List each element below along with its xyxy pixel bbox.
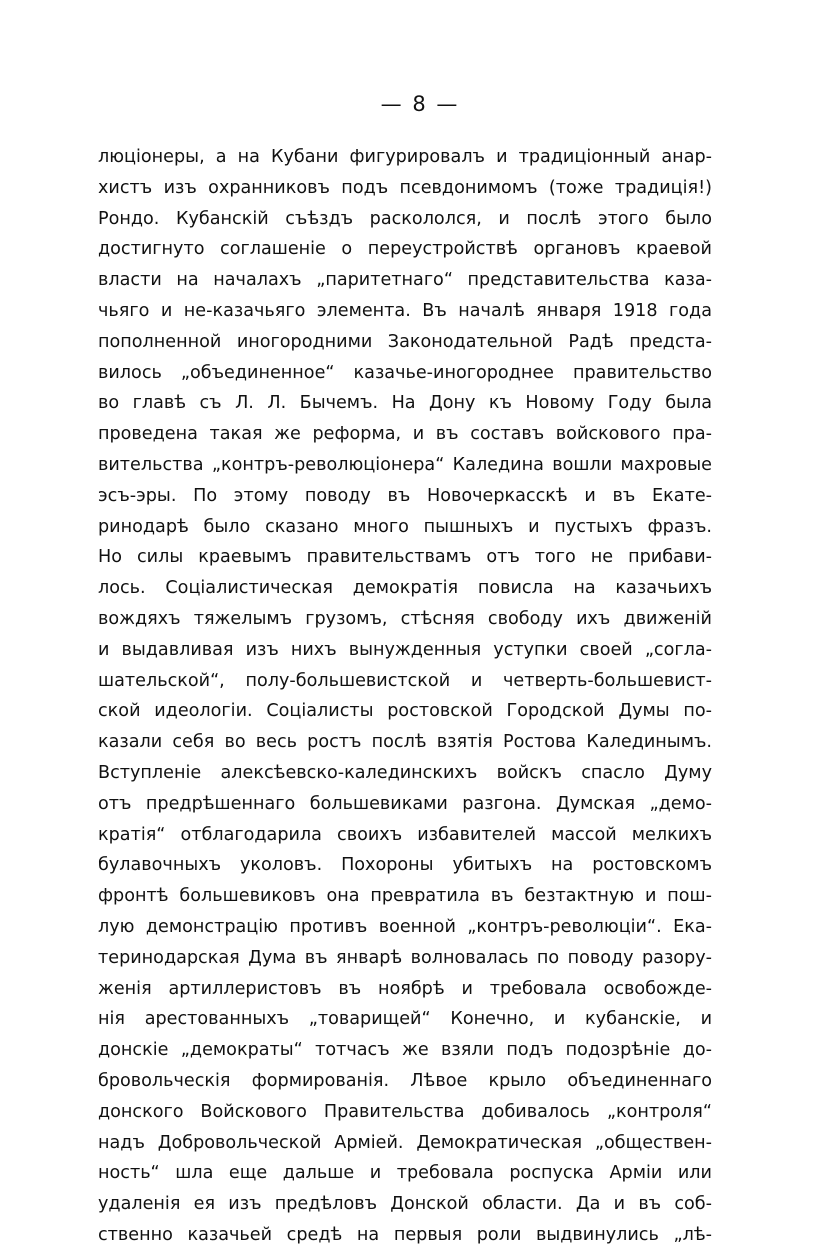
text-line: удаленія ея изъ предѣловъ Донской области. Да и въ соб- [98,1194,712,1215]
text-line: эсъ-эры. По этому поводу въ Новочеркасскѣ и въ Екате- [98,485,712,506]
text-line: чьяго и не-казачьяго элемента. Въ началѣ января 1918 года [98,300,712,321]
text-line: надъ Добровольческой Арміей. Демократическая „обществен- [98,1132,712,1153]
text-line: теринодарская Дума въ январѣ волновалась по поводу разору- [98,947,712,968]
text-line: достигнуто соглашеніе о переустройствѣ органовъ краевой [98,239,712,260]
text-line: нія арестованныхъ „товарищей“ Конечно, и кубанскіе, и [98,1009,712,1030]
text-line: отъ предрѣшеннаго большевиками разгона. Думская „демо- [98,793,712,814]
text-line: хистъ изъ охранниковъ подъ псевдонимомъ (тоже традиція!) [98,177,712,198]
text-line: и выдавливая изъ нихъ вынужденныя уступки своей „согла- [98,639,712,660]
text-line: Но силы краевымъ правительствамъ отъ того не прибави- [98,547,712,568]
text-line: ринодарѣ было сказано много пышныхъ и пустыхъ фразъ. [98,516,712,537]
text-line: донскіе „демократы“ тотчасъ же взяли подъ подозрѣніе до- [98,1040,712,1061]
text-line: ственно казачьей средѣ на первыя роли выдвинулись „лѣ- [98,1224,712,1245]
text-line: вождяхъ тяжелымъ грузомъ, стѣсняя свободу ихъ движеній [98,608,712,629]
text-line: проведена такая же реформа, и въ составъ войскового пра- [98,424,712,445]
text-line: вительства „контръ-революціонера“ Каледина вошли махровые [98,454,712,475]
text-line: Вступленіе алексѣевско-калединскихъ войскъ спасло Думу [98,762,712,783]
text-line: кратія“ отблагодарила своихъ избавителей массой мелкихъ [98,824,712,845]
text-line: вилось „объединенное“ казачье-иногороднее правительство [98,362,712,383]
text-line: булавочныхъ уколовъ. Похороны убитыхъ на ростовскомъ [98,855,712,876]
text-line: фронтѣ большевиковъ она превратила въ безтактную и пош- [98,886,712,907]
text-line: люціонеры, а на Кубани фигурировалъ и традиціонный анар- [98,147,712,167]
text-line: ской идеологіи. Соціалисты ростовской Городской Думы по- [98,701,712,722]
text-line: власти на началахъ „паритетнаго“ представительства каза- [98,270,712,291]
text-line: лось. Соціалистическая демократія повисла на казачьихъ [98,578,712,599]
text-line: женія артиллеристовъ въ ноябрѣ и требовала освобожде- [98,978,712,999]
text-line: во главѣ съ Л. Л. Бычемъ. На Дону къ Новому Году была [98,393,712,414]
text-line: лую демонстрацію противъ военной „контръ-революціи“. Ека- [98,916,712,937]
text-line: Рондо. Кубанскій съѣздъ раскололся, и послѣ этого было [98,208,712,229]
body-text [98,142,712,1251]
text-line: пополненной иногородними Законодательной Радѣ предста- [98,331,712,352]
text-line: бровольческія формированія. Лѣвое крыло объединеннаго [98,1070,712,1091]
text-line: казали себя во весь ростъ послѣ взятія Ростова Калединымъ. [98,732,712,753]
text-line: ность“ шла еще дальше и требовала роспуска Арміи или [98,1163,712,1184]
text-line: донского Войскового Правительства добивалось „контроля“ [98,1101,712,1122]
text-line: шательской“, полу-большевистской и четверть-большевист- [98,670,712,691]
page-number: — 8 — [380,92,460,116]
